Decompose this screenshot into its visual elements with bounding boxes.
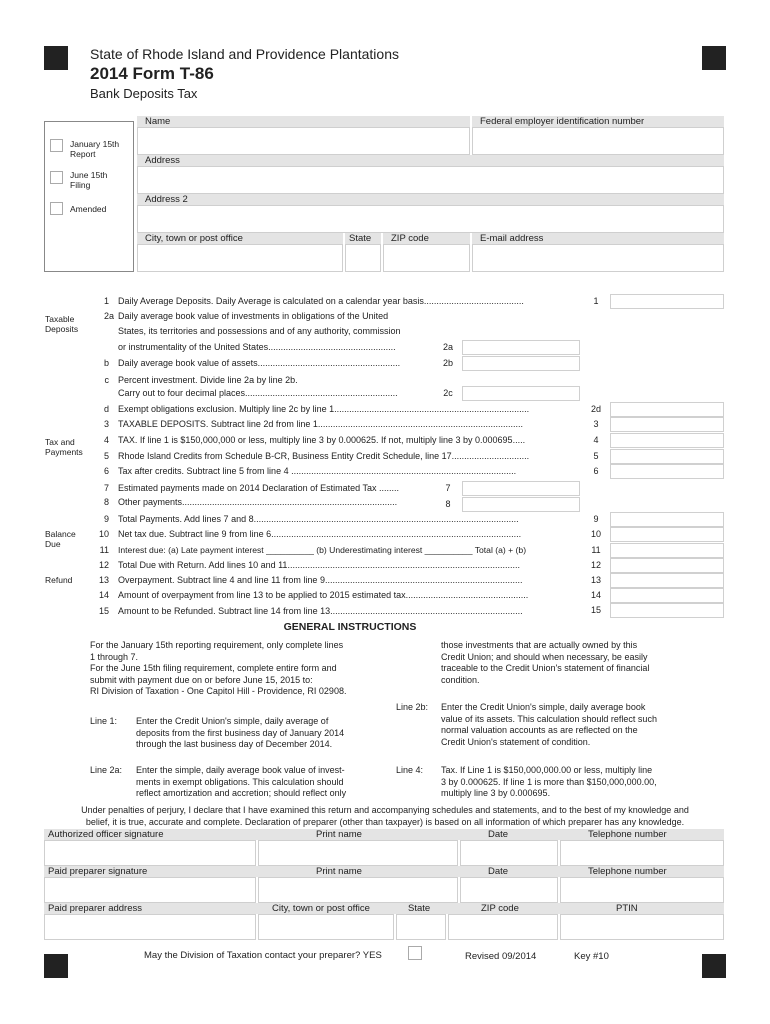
zip-label: ZIP code [383, 233, 470, 244]
telephone-input[interactable] [560, 840, 724, 866]
preparer-print-name-label: Print name [316, 866, 362, 877]
preparer-city-input[interactable] [258, 914, 394, 940]
line-text: Daily average book value of investments in obligations of the United [118, 311, 389, 321]
line-text: Total Payments. Add lines 7 and 8.......................................................................................................... [118, 514, 519, 524]
line-number: 14 [98, 590, 109, 600]
line2b-instruction-label: Line 2b: [396, 702, 429, 712]
print-name-input[interactable] [258, 840, 458, 866]
june-filing-label: June 15th Filing [70, 170, 108, 190]
state-label: State [345, 233, 381, 244]
state-line: State of Rhode Island and Providence Plantations [90, 46, 399, 62]
registration-mark-bottom-left [44, 954, 68, 978]
line-number: 10 [98, 529, 109, 539]
line-14-input[interactable] [610, 588, 724, 603]
line-2d-input[interactable] [610, 402, 724, 417]
instructions-left-para: For the January 15th reporting requirement, only complete lines 1 through 7. For the June 15th filing requirement, complete entire form and submit with payment due on or before June 15, 2015 to: RI Division of Taxation - One Capitol Hill - Providence, RI 02908. [90, 640, 347, 696]
form-key: Key #10 [574, 951, 609, 962]
preparer-print-name-input[interactable] [258, 877, 458, 903]
line-12-input[interactable] [610, 558, 724, 573]
june-filing-checkbox[interactable] [50, 171, 63, 184]
line-2b-input[interactable] [462, 356, 580, 371]
line-number: 15 [98, 606, 109, 616]
line-2a-input[interactable] [462, 340, 580, 355]
perjury-declaration: Under penalties of perjury, I declare that I have examined this return and accompanying schedules and statements, and to the best of my knowledge and belief, it is true, accurate and complete. Declaration of preparer (other than taxpayer) is based on all information of which preparer has any knowledge. [81, 805, 689, 827]
line-text: Exempt obligations exclusion. Multiply line 2c by line 1.............................................................................. [118, 404, 530, 414]
form-title: 2014 Form T-86 [90, 64, 214, 83]
line-8-input[interactable] [462, 497, 580, 512]
line-11-input[interactable] [610, 543, 724, 558]
line-number: 6 [103, 466, 109, 476]
fein-input[interactable] [472, 127, 724, 155]
line-text: Amount of overpayment from line 13 to be applied to 2015 estimated tax................................................. [118, 590, 529, 600]
line-13-input[interactable] [610, 573, 724, 588]
line-9-input[interactable] [610, 512, 724, 527]
preparer-address-input[interactable] [44, 914, 256, 940]
line-number: 8 [103, 497, 109, 507]
line-code: 13 [590, 575, 601, 585]
line-text: TAXABLE DEPOSITS. Subtract line 2d from line 1.................................................................................. [118, 419, 523, 429]
form-subtitle: Bank Deposits Tax [90, 86, 198, 101]
line-code: 2c [443, 388, 453, 398]
zip-input[interactable] [383, 244, 470, 272]
line2b-instruction-text: Enter the Credit Union's simple, daily average book value of its assets. This calculation should reflect such normal valuation accounts as are reflected on the Credit Union's statement of condition. [441, 702, 657, 747]
preparer-signature-input[interactable] [44, 877, 256, 903]
line-text: Percent investment. Divide line 2a by line 2b. [118, 375, 298, 385]
line-number: c [104, 375, 109, 385]
line-7-input[interactable] [462, 481, 580, 496]
instructions-right-para: those investments that are actually owned by this Credit Union; and should when necessary, be easily traceable to the Credit Union's statement of financial condition. [441, 640, 650, 685]
line-text: Rhode Island Credits from Schedule B-CR, Business Entity Credit Schedule, line 17............................... [118, 451, 530, 461]
preparer-address-label: Paid preparer address [48, 903, 142, 914]
email-input[interactable] [472, 244, 724, 272]
city-input[interactable] [137, 244, 343, 272]
january-report-label: January 15th Report [70, 139, 120, 159]
line-number: 11 [99, 545, 109, 555]
line-5-input[interactable] [610, 449, 724, 464]
preparer-state-label: State [408, 903, 431, 914]
line-number: 4 [103, 435, 109, 445]
print-name-label: Print name [316, 829, 362, 840]
line-text: States, its territories and possessions and of any authority, commission [118, 326, 401, 336]
line-code: 11 [591, 545, 601, 555]
registration-mark-top-left [44, 46, 68, 70]
line-code: 2b [442, 358, 453, 368]
section-tax-payments: Tax and Payments [45, 437, 83, 457]
line-number: b [103, 358, 109, 368]
contact-preparer-yes-checkbox[interactable] [408, 946, 422, 960]
line-4-input[interactable] [610, 433, 724, 448]
line-text: Net tax due. Subtract line 9 from line 6.................................................................................................... [118, 529, 522, 539]
contact-preparer-question: May the Division of Taxation contact your preparer? YES [144, 950, 382, 961]
registration-mark-bottom-right [702, 954, 726, 978]
ptin-label: PTIN [616, 903, 638, 914]
line-text: Overpayment. Subtract line 4 and line 11 from line 9............................................................................... [118, 575, 523, 585]
line-number: 3 [103, 419, 109, 429]
line-text: Amount to be Refunded. Subtract line 14 from line 13............................................................................. [118, 606, 523, 616]
line2a-instruction-text: Enter the simple, daily average book value of invest- ments in exempt obligations. This calculation should reflect amortization and accretion; should reflect only [136, 765, 347, 798]
line1-instruction-label: Line 1: [90, 716, 118, 726]
line-text: Daily average book value of assets......................................................... [118, 358, 401, 368]
line4-instruction-label: Line 4: [396, 765, 424, 775]
line-6-input[interactable] [610, 464, 724, 479]
line-code: 9 [593, 514, 599, 524]
fein-label: Federal employer identification number [472, 116, 724, 127]
amended-checkbox[interactable] [50, 202, 63, 215]
line-number: 5 [103, 451, 109, 461]
line4-instruction-text: Tax. If Line 1 is $150,000,000.00 or less, multiply line 3 by 0.000625. If line 1 is more than $150,000,000.00, multiply line 3 by 0.000695. [441, 765, 657, 798]
line-3-input[interactable] [610, 417, 724, 432]
line-code: 12 [590, 560, 601, 570]
line-number: 12 [98, 560, 109, 570]
preparer-city-label: City, town or post office [272, 903, 370, 914]
line-text: Daily Average Deposits. Daily Average is calculated on a calendar year basis........................................ [118, 296, 524, 306]
preparer-date-label: Date [488, 866, 509, 877]
address2-input[interactable] [137, 205, 724, 233]
preparer-zip-input[interactable] [448, 914, 558, 940]
line-number: 9 [103, 514, 109, 524]
line-code: 4 [593, 435, 599, 445]
line-number: d [103, 404, 109, 414]
line-code: 15 [590, 605, 601, 615]
preparer-date-input[interactable] [460, 877, 558, 903]
preparer-telephone-input[interactable] [560, 877, 724, 903]
line-number: 1 [103, 296, 109, 306]
line-text: Carry out to four decimal places............................................................. [118, 388, 398, 398]
line-text: Total Due with Return. Add lines 10 and 11............................................................................................. [118, 560, 520, 570]
preparer-state-input[interactable] [396, 914, 446, 940]
line-code: 7 [445, 483, 451, 493]
line-code: 1 [593, 296, 599, 306]
email-label: E-mail address [472, 233, 724, 244]
state-input[interactable] [345, 244, 381, 272]
telephone-label: Telephone number [588, 829, 667, 840]
january-report-checkbox[interactable] [50, 139, 63, 152]
section-taxable: Taxable Deposits [45, 314, 79, 334]
line-code: 3 [593, 419, 599, 429]
line-10-input[interactable] [610, 527, 724, 542]
date-input[interactable] [460, 840, 558, 866]
address-input[interactable] [137, 166, 724, 194]
line-code: 10 [590, 529, 601, 539]
line-text: Tax after credits. Subtract line 5 from line 4 .......................................................................................... [118, 466, 517, 476]
line-number: 2a [103, 311, 114, 321]
line1-instruction-text: Enter the Credit Union's simple, daily average of deposits from the first business day of January 2014 through the last business day of December 2014. [136, 716, 345, 749]
line-text: Interest due: (a) Late payment interest __________ (b) Underestimating interest __________ Total (a) + (b) [118, 545, 527, 555]
date-label: Date [488, 829, 509, 840]
address2-label: Address 2 [137, 194, 724, 205]
ptin-input[interactable] [560, 914, 724, 940]
line-code: 2a [442, 342, 453, 352]
address-label: Address [137, 155, 724, 166]
line-number: 7 [103, 483, 109, 493]
amended-label: Amended [70, 204, 107, 214]
preparer-signature-label: Paid preparer signature [48, 866, 148, 877]
line-1-input[interactable] [610, 294, 724, 309]
revised-date: Revised 09/2014 [465, 951, 537, 962]
preparer-zip-label: ZIP code [481, 903, 519, 914]
section-balance: Balance Due [45, 529, 76, 549]
officer-signature-input[interactable] [44, 840, 256, 866]
line-2c-input[interactable] [462, 386, 580, 401]
line-text: Estimated payments made on 2014 Declaration of Estimated Tax ........ [118, 483, 399, 493]
line-code: 8 [445, 499, 451, 509]
instructions-heading: GENERAL INSTRUCTIONS [283, 621, 417, 633]
line-text: TAX. If line 1 is $150,000,000 or less, multiply line 3 by 0.000625. If not, multiply line 3 by 0.000695..... [118, 435, 526, 445]
line-text: Other payments...................................................................................... [118, 497, 398, 507]
line-text: or instrumentality of the United States................................................... [118, 342, 396, 352]
registration-mark-top-right [702, 46, 726, 70]
officer-signature-label: Authorized officer signature [48, 829, 164, 840]
line-code: 14 [590, 590, 601, 600]
line-code: 6 [593, 466, 599, 476]
preparer-telephone-label: Telephone number [588, 866, 667, 877]
line-15-input[interactable] [610, 603, 724, 618]
line-number: 13 [98, 575, 109, 585]
name-label: Name [137, 116, 470, 127]
name-input[interactable] [137, 127, 470, 155]
city-label: City, town or post office [137, 233, 343, 244]
line2a-instruction-label: Line 2a: [90, 765, 123, 775]
line-code: 2d [590, 404, 601, 414]
section-refund: Refund [45, 575, 73, 585]
line-code: 5 [593, 451, 599, 461]
